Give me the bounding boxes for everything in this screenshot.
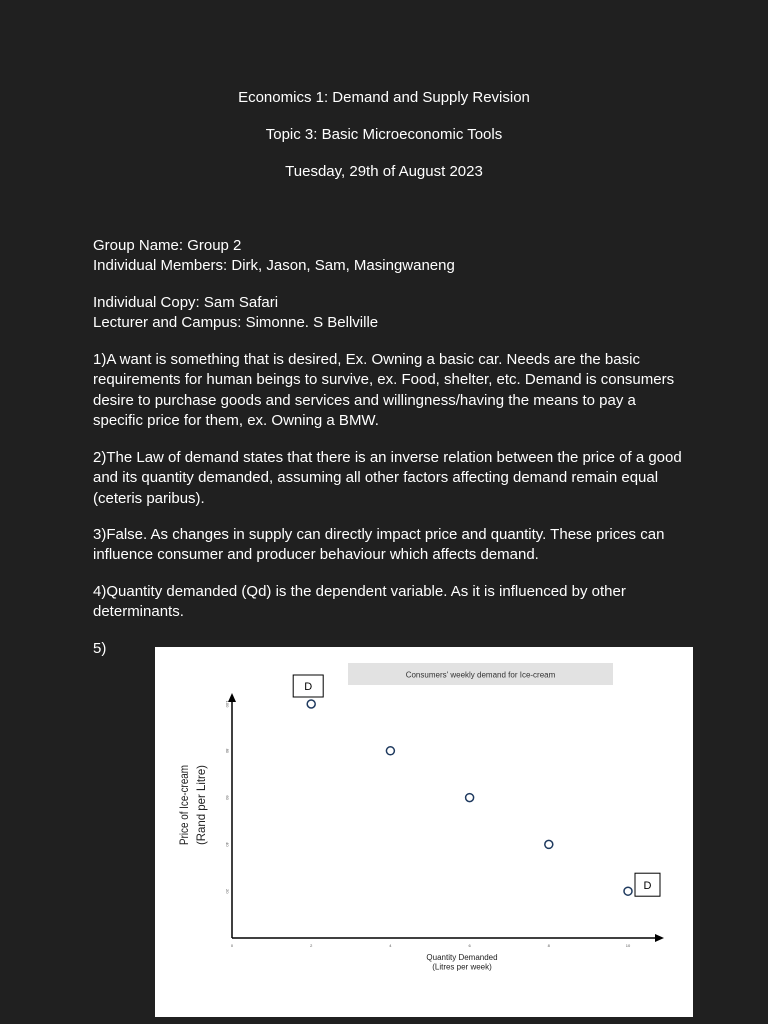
course-title: Economics 1: Demand and Supply Revision [238,89,530,106]
lecturer-campus: Lecturer and Campus: Simonne. S Bellville [93,314,379,331]
y-axis-label: Price of Ice-cream [177,747,191,845]
y-tick-label: 80 [225,748,230,754]
demand-chart-image [155,647,693,1017]
answer-2: 2)The Law of demand states that there is an inverse relation between the price of a good and its quantity demanded, assuming all other factors affecting demand remain equal (ceteris paribus). [93,449,682,507]
demand-label-bottom: D [643,880,652,893]
x-axis-label: Quantity Demanded [426,953,498,962]
individual-copy: Individual Copy: Sam Safari [93,294,279,311]
y-axis-label: (Rand per Litre) [194,760,208,845]
answer-4: 4)Quantity demanded (Qd) is the dependent variable. As it is influenced by other determinants. [93,583,626,621]
data-point [466,794,474,802]
answer-3: 3)False. As changes in supply can directly impact price and quantity. These prices can influence consumer and producer behaviour which affects demand. [93,526,665,564]
x-tick-label: 2 [310,943,313,948]
x-axis-label: (Litres per week) [432,962,492,972]
chart-points [307,700,632,895]
answer-5-label: 5) [93,640,107,657]
x-axis-arrow [655,934,664,942]
demand-label-top: D [304,681,313,693]
data-point [545,840,553,848]
chart-ticks [225,701,631,948]
topic-title: Topic 3: Basic Microeconomic Tools [265,126,503,143]
y-tick-label: 20 [225,888,230,894]
chart-labels [177,675,660,972]
y-tick-label: 60 [225,795,230,800]
chart-title: Consumers' weekly demand for Ice-cream [405,670,556,680]
answer-1: 1)A want is something that is desired, Ex. Owning a basic car. Needs are the basic requirements for human beings to survive, ex. Food, shelter, etc. Demand is consumers desire to purchase goods and services and willingness/having the means to pay a specific price for them, ex. Owning a BMW. [93,351,675,429]
date-line: Tuesday, 29th of August 2023 [285,163,483,180]
data-point [386,747,394,755]
x-tick-label: 8 [547,943,550,948]
group-members: Individual Members: Dirk, Jason, Sam, Masingwaneng [93,257,455,274]
group-name: Group Name: Group 2 [93,237,242,254]
x-tick-label: 4 [389,943,392,948]
chart-axes [228,693,664,942]
x-tick-label: 10 [625,943,631,948]
y-tick-label: 40 [225,842,230,847]
x-tick-label: 6 [468,943,471,948]
y-tick-label: 100 [225,700,230,708]
demand-chart [155,647,693,1017]
data-point [624,887,632,895]
data-point [307,700,315,708]
chart-title-box [348,663,613,685]
x-tick-label: 0 [230,943,234,948]
